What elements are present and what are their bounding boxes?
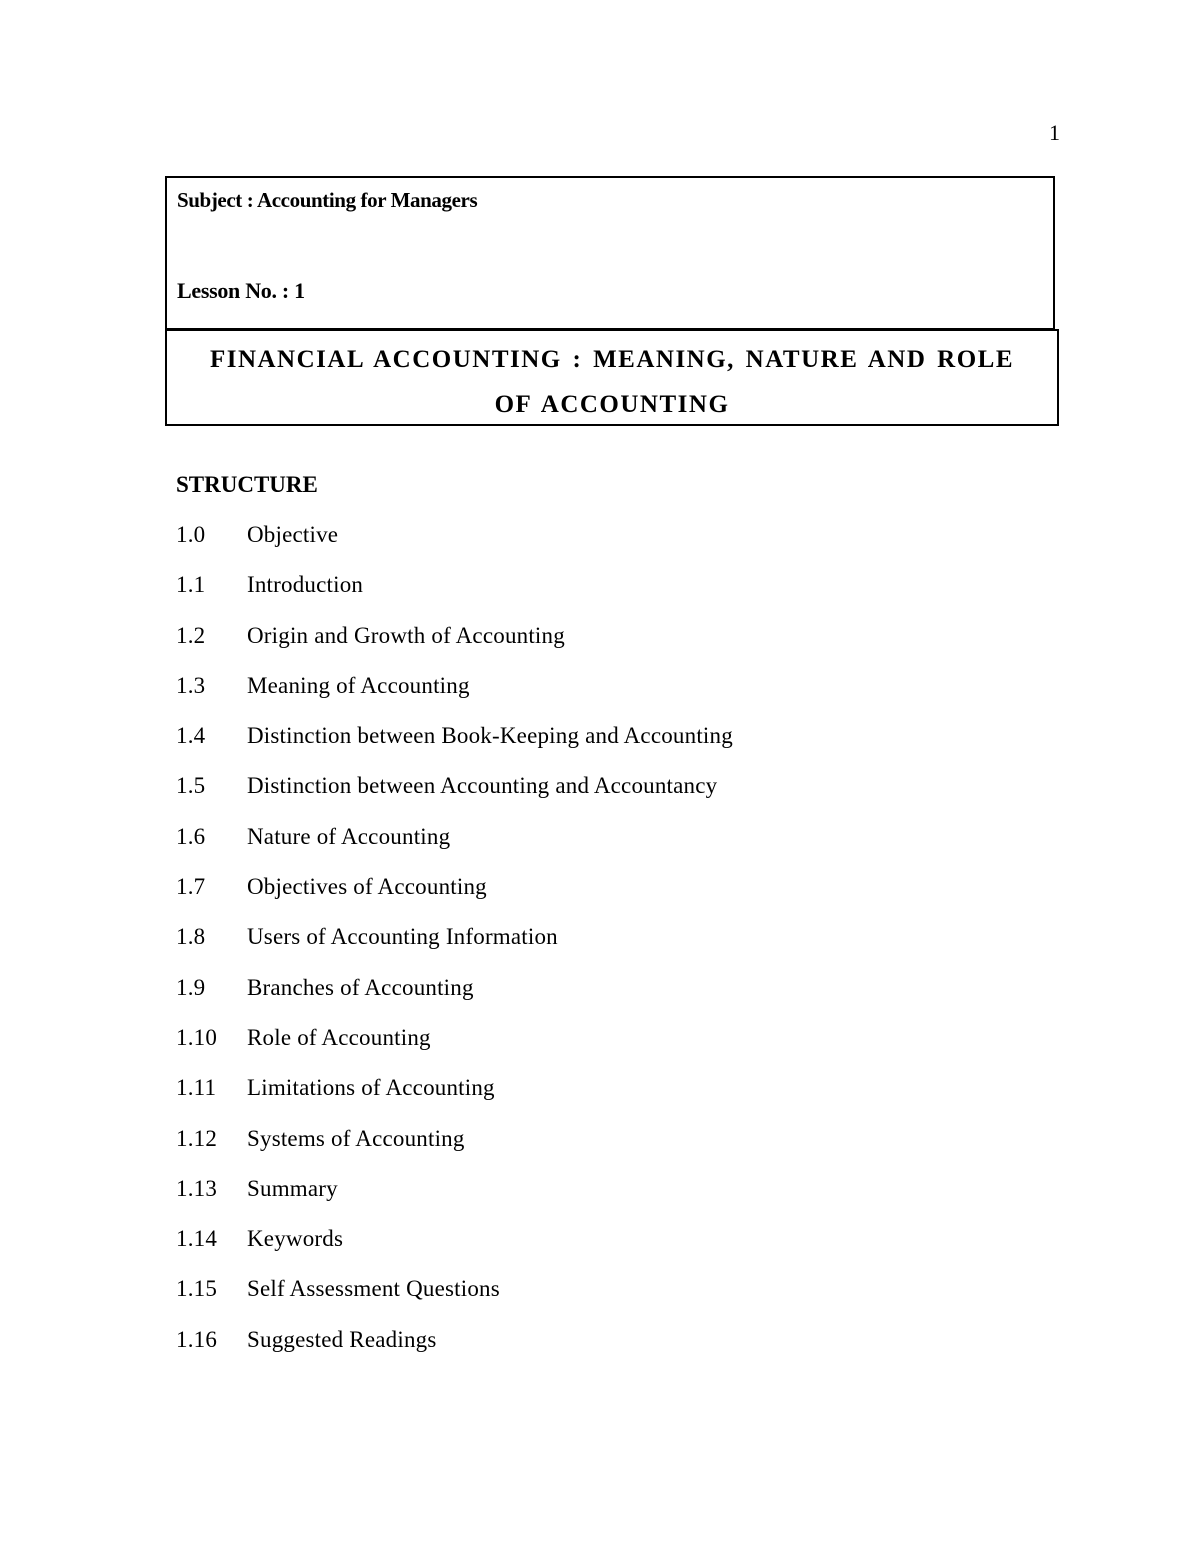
list-item	[176, 1025, 733, 1075]
item-title: Origin and Growth of Accounting	[247, 622, 565, 648]
item-title: Nature of Accounting	[247, 823, 451, 849]
list-item	[176, 1126, 733, 1176]
item-title: Meaning of Accounting	[247, 672, 470, 698]
item-title: Objective	[247, 522, 339, 547]
item-number: 1.2	[176, 622, 206, 648]
subject-line: Subject : Accounting for Managers	[177, 188, 478, 212]
item-title: Summary	[247, 1175, 338, 1201]
list-item	[176, 522, 733, 572]
item-title: Objectives of Accounting	[247, 874, 487, 900]
item-title: Role of Accounting	[247, 1024, 431, 1050]
lesson-header-box	[165, 176, 1055, 330]
item-number: 1.10	[176, 1024, 218, 1050]
list-item	[176, 1327, 733, 1377]
structure-heading: STRUCTURE	[176, 472, 318, 497]
item-number: 1.9	[176, 974, 206, 1000]
list-item	[176, 723, 733, 773]
item-title: Branches of Accounting	[247, 974, 474, 1000]
lesson-title-line-1: FINANCIAL ACCOUNTING : MEANING, NATURE AND ROLE	[209, 346, 1015, 373]
item-number: 1.15	[176, 1276, 218, 1302]
item-number: 1.16	[176, 1326, 218, 1352]
item-number: 1.8	[176, 924, 206, 950]
item-title: Systems of Accounting	[247, 1125, 465, 1151]
item-title: Limitations of Accounting	[247, 1075, 495, 1101]
item-title: Keywords	[247, 1226, 344, 1252]
item-number: 1.12	[176, 1125, 218, 1151]
list-item	[176, 924, 733, 974]
lesson-title	[167, 337, 1057, 427]
list-item	[176, 1226, 733, 1276]
list-item	[176, 1276, 733, 1326]
lesson-number: Lesson No. : 1	[177, 278, 305, 303]
page-number: 1	[1049, 120, 1060, 145]
item-number: 1.7	[176, 874, 206, 900]
list-item	[176, 874, 733, 924]
list-item	[176, 1176, 733, 1226]
list-item	[176, 975, 733, 1025]
item-title: Suggested Readings	[247, 1326, 437, 1352]
item-number: 1.0	[176, 522, 206, 547]
item-number: 1.6	[176, 823, 206, 849]
lesson-title-line-2: OF ACCOUNTING	[494, 391, 730, 418]
item-number: 1.11	[176, 1075, 217, 1101]
item-number: 1.3	[176, 672, 206, 698]
item-number: 1.14	[176, 1226, 218, 1252]
item-number: 1.4	[176, 723, 206, 749]
item-title: Distinction between Book-Keeping and Accounting	[247, 723, 733, 749]
item-title: Self Assessment Questions	[247, 1276, 500, 1302]
item-title: Introduction	[247, 572, 364, 598]
item-title: Users of Accounting Information	[247, 924, 558, 950]
list-item	[176, 773, 733, 823]
list-item	[176, 824, 733, 874]
structure-list	[176, 522, 733, 1377]
list-item	[176, 572, 733, 622]
lesson-title-box	[165, 329, 1059, 426]
item-number: 1.13	[176, 1175, 218, 1201]
list-item	[176, 623, 733, 673]
item-title: Distinction between Accounting and Accountancy	[247, 773, 718, 799]
list-item	[176, 673, 733, 723]
item-number: 1.5	[176, 773, 206, 799]
list-item	[176, 1075, 733, 1125]
item-number: 1.1	[176, 572, 206, 598]
